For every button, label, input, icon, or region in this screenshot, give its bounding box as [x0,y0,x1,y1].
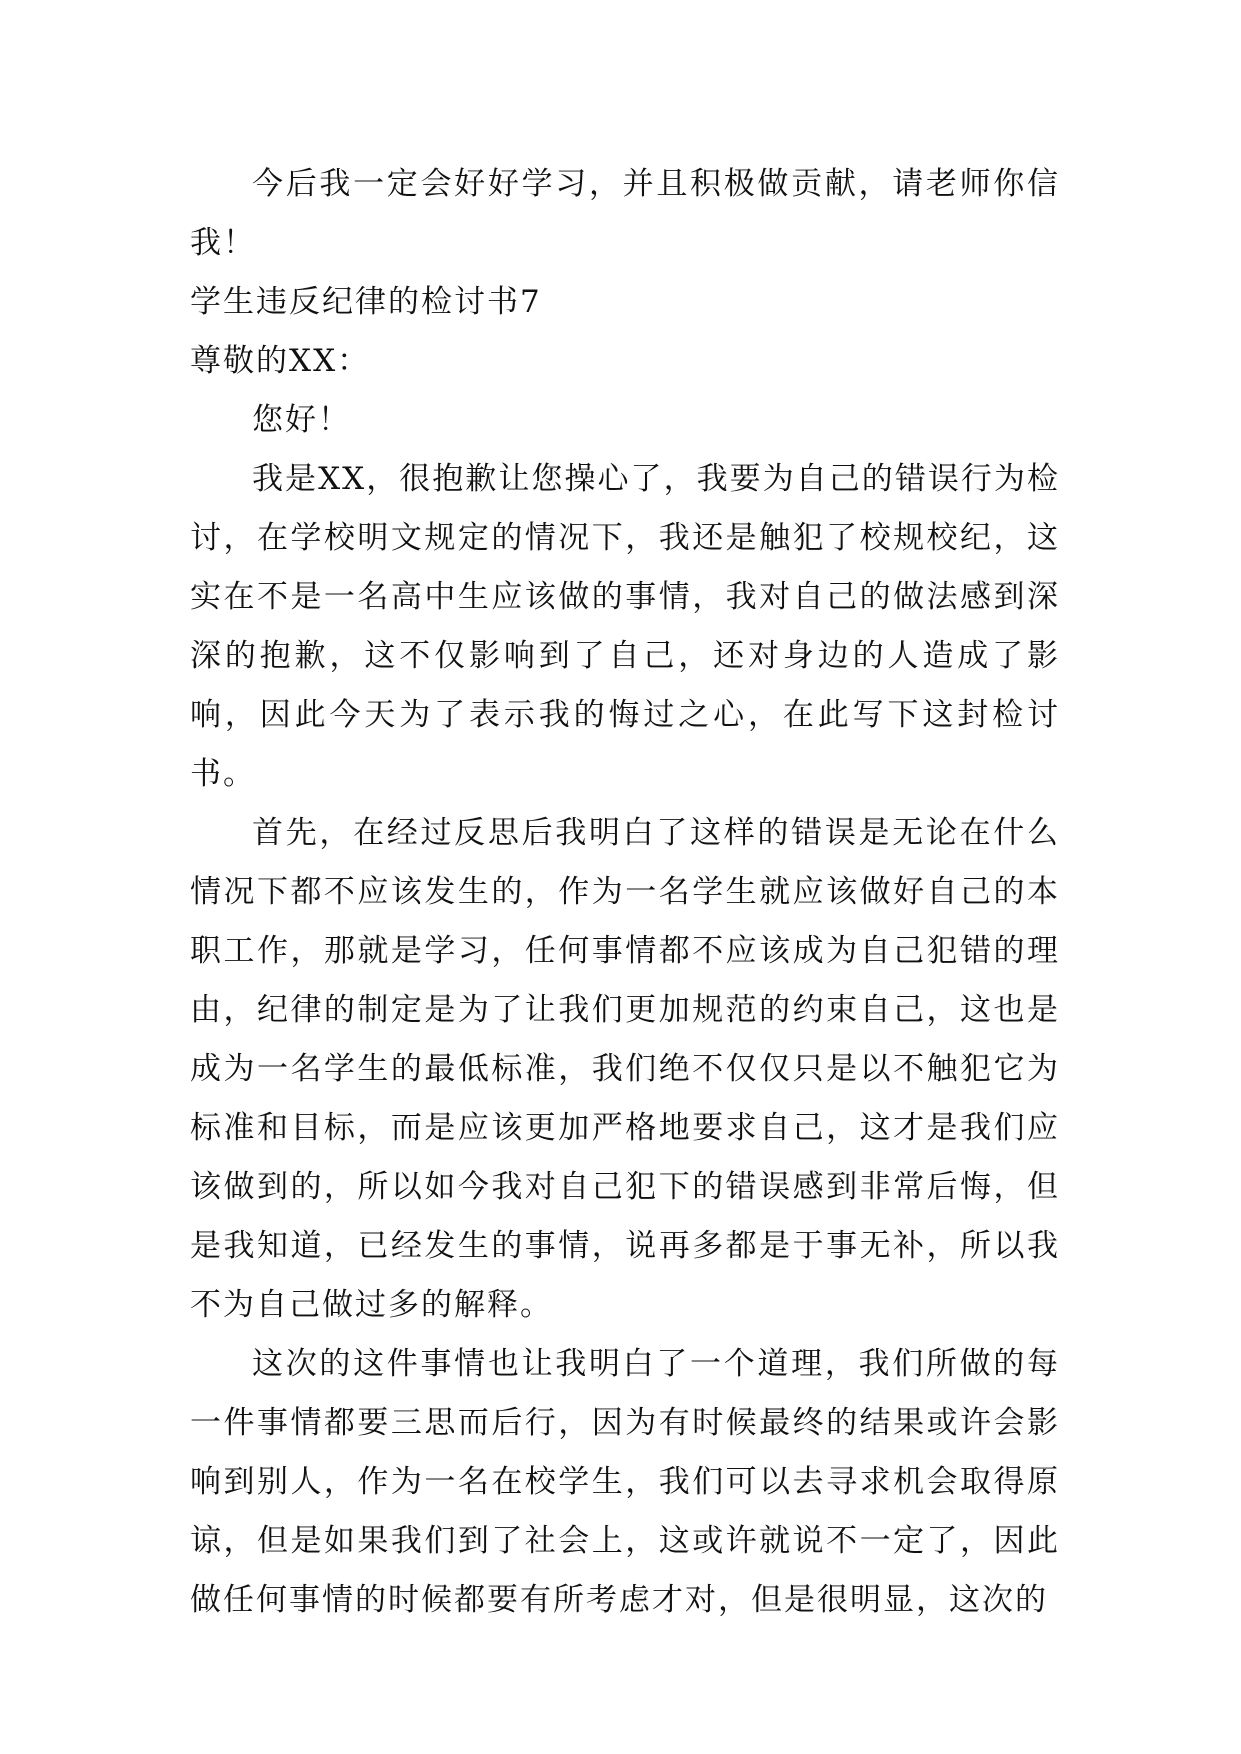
paragraph-lesson: 这次的这件事情也让我明白了一个道理，我们所做的每一件事情都要三思而后行，因为有时候最终的结果或许会影响到别人，作为一名在校学生，我们可以去寻求机会取得原谅，但是如果我们到了社会上，这或许就说不一定了，因此做任何事情的时候都要有所考虑才对，但是很明显，这次的 [190,1346,1060,1618]
section-heading: 学生违反纪律的检讨书7 [190,284,542,320]
salutation: 尊敬的XX： [190,343,371,379]
greeting: 您好！ [252,402,351,438]
paragraph-closing-promise: 今后我一定会好好学习，并且积极做贡献，请老师你信我！ [190,166,1060,261]
document-body [190,155,1060,1630]
paragraph-apology: 我是XX，很抱歉让您操心了，我要为自己的错误行为检讨，在学校明文规定的情况下，我还是触犯了校规校纪，这实在不是一名高中生应该做的事情，我对自己的做法感到深深的抱歉，这不仅影响到了自己，还对身边的人造成了影响，因此今天为了表示我的悔过之心，在此写下这封检讨书。 [190,461,1060,792]
paragraph-reflection: 首先，在经过反思后我明白了这样的错误是无论在什么情况下都不应该发生的，作为一名学生就应该做好自己的本职工作，那就是学习，任何事情都不应该成为自己犯错的理由，纪律的制定是为了让我们更加规范的约束自己，这也是成为一名学生的最低标准，我们绝不仅仅只是以不触犯它为标准和目标，而是应该更加严格地要求自己，这才是我们应该做到的，所以如今我对自己犯下的错误感到非常后悔，但是我知道，已经发生的事情，说再多都是于事无补，所以我不为自己做过多的解释。 [190,815,1060,1323]
